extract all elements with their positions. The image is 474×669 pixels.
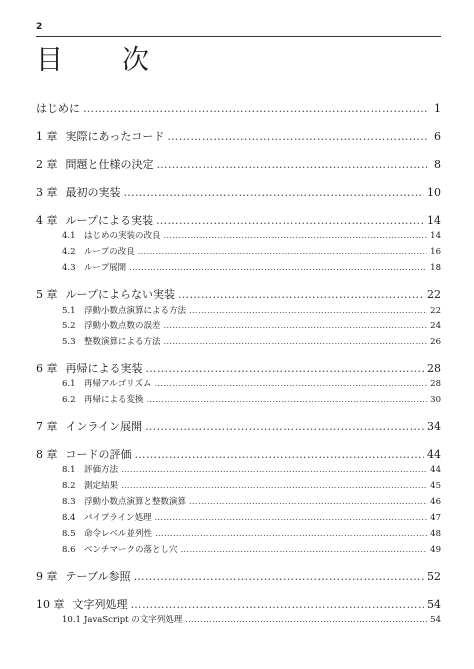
dot-leader	[138, 247, 428, 257]
toc-section-entry[interactable]	[36, 261, 441, 274]
entry-title: 浮動小数点演算による方法	[84, 306, 187, 316]
entry-number: 10.1	[62, 615, 81, 625]
entry-page-number: 18	[430, 263, 441, 273]
entry-title: 整数演算による方法	[84, 337, 161, 347]
dot-leader	[121, 465, 427, 475]
entry-page-number: 28	[427, 362, 441, 375]
entry-page-number: 10	[427, 186, 441, 199]
toc-chapter-entry[interactable]	[36, 184, 441, 200]
toc-section-entry[interactable]	[36, 511, 441, 524]
entry-page-number: 34	[427, 420, 441, 433]
toc-chapter-entry[interactable]	[36, 286, 441, 302]
toc-section-entry[interactable]	[36, 479, 441, 492]
toc-section-entry[interactable]	[36, 245, 441, 258]
entry-title: 評価方法	[84, 465, 119, 475]
entry-number: 5 章	[36, 288, 58, 301]
entry-page-number: 16	[430, 247, 441, 257]
entry-number: 1 章	[36, 130, 58, 143]
toc-section-entry[interactable]	[36, 393, 441, 406]
dot-leader	[124, 186, 425, 199]
dot-leader	[155, 513, 428, 523]
entry-title: インライン展開	[65, 420, 143, 433]
toc-chapter-entry[interactable]	[36, 360, 441, 376]
entry-page-number: 30	[430, 395, 441, 405]
entry-title: 測定結果	[84, 481, 119, 491]
entry-title: ループ展開	[84, 263, 127, 273]
dot-leader	[189, 497, 427, 507]
entry-title: 問題と仕様の決定	[65, 158, 154, 171]
entry-number: 6.2	[62, 395, 76, 405]
entry-number: 7 章	[36, 420, 58, 433]
entry-title: 文字列処理	[72, 598, 128, 611]
entry-page-number: 44	[427, 448, 441, 461]
dot-leader	[185, 615, 427, 625]
entry-title: テーブル参照	[65, 570, 131, 583]
entry-page-number: 54	[427, 598, 441, 611]
entry-number: 10 章	[36, 598, 65, 611]
entry-number: 5.1	[62, 306, 76, 316]
toc-section-entry[interactable]	[36, 543, 441, 556]
entry-number: 3 章	[36, 186, 58, 199]
toc-chapter-entry[interactable]	[36, 446, 441, 462]
dot-leader	[135, 448, 425, 461]
toc-title: 目 次	[36, 45, 165, 76]
entry-title: コードの評価	[65, 448, 132, 461]
entry-number: 8.4	[62, 513, 76, 523]
dot-leader	[147, 395, 428, 405]
entry-title: 命令レベル並列性	[84, 529, 153, 539]
toc-section-entry[interactable]	[36, 527, 441, 540]
entry-title: パイプライン処理	[84, 513, 152, 523]
toc-section-entry[interactable]	[36, 319, 441, 332]
entry-number: 4.1	[62, 231, 76, 241]
entry-title: 再帰による実装	[65, 362, 143, 375]
entry-page-number: 48	[430, 529, 441, 539]
toc-chapter-entry[interactable]	[36, 568, 441, 584]
dot-leader	[164, 231, 428, 241]
toc-chapter-entry[interactable]	[36, 596, 441, 612]
entry-page-number: 45	[430, 481, 441, 491]
toc-section-entry[interactable]	[36, 495, 441, 508]
toc-section-entry[interactable]	[36, 335, 441, 348]
dot-leader	[134, 570, 424, 583]
entry-title: はじめの実装の改良	[84, 231, 161, 241]
entry-number: 9 章	[36, 570, 58, 583]
entry-number: 6 章	[36, 362, 58, 375]
dot-leader	[178, 288, 424, 301]
entry-title: 再帰による変換	[84, 395, 144, 405]
toc-chapter-entry[interactable]	[36, 156, 441, 172]
dot-leader	[167, 130, 428, 143]
entry-title: ループによる実装	[65, 214, 153, 227]
entry-title: 浮動小数点数の誤差	[84, 321, 161, 331]
dot-leader	[121, 481, 427, 491]
dot-leader	[157, 158, 429, 171]
entry-page-number: 24	[430, 321, 441, 331]
entry-title: 浮動小数点演算と整数演算	[84, 497, 187, 507]
entry-page-number: 49	[430, 545, 441, 555]
entry-page-number: 22	[430, 306, 441, 316]
entry-page-number: 46	[430, 497, 441, 507]
toc-chapter-entry[interactable]	[36, 100, 441, 116]
dot-leader	[155, 529, 427, 539]
entry-page-number: 54	[430, 615, 441, 625]
entry-title: 再帰アルゴリズム	[84, 379, 152, 389]
entry-page-number: 22	[427, 288, 441, 301]
dot-leader	[131, 598, 425, 611]
entry-number: 5.2	[62, 321, 76, 331]
entry-page-number: 44	[430, 465, 441, 475]
entry-number: 8 章	[36, 448, 58, 461]
header-rule	[36, 36, 441, 37]
entry-number: 6.1	[62, 379, 76, 389]
entry-number: 4.2	[62, 247, 76, 257]
dot-leader	[83, 102, 428, 115]
entry-title: ループの改良	[84, 247, 135, 257]
dot-leader	[181, 545, 428, 555]
page-number: 2	[36, 22, 43, 32]
entry-number: 8.2	[62, 481, 76, 491]
dot-leader	[156, 214, 424, 227]
entry-title: ベンチマークの落とし穴	[84, 545, 178, 555]
entry-title: 最初の実装	[65, 186, 121, 199]
entry-number: 8.6	[62, 545, 76, 555]
entry-number: 4 章	[36, 214, 58, 227]
dot-leader	[129, 263, 427, 273]
entry-page-number: 1	[434, 102, 441, 115]
entry-number: 8.1	[62, 465, 76, 475]
entry-title: 実際にあったコード	[65, 130, 165, 143]
entry-number: 8.3	[62, 497, 76, 507]
entry-page-number: 28	[430, 379, 441, 389]
entry-title: ループによらない実装	[65, 288, 175, 301]
dot-leader	[164, 321, 428, 331]
dot-leader	[155, 379, 428, 389]
toc-section-entry[interactable]	[36, 229, 441, 242]
toc-section-entry[interactable]	[36, 304, 441, 317]
dot-leader	[146, 362, 425, 375]
entry-page-number: 8	[434, 158, 441, 171]
entry-number: 8.5	[62, 529, 76, 539]
dot-leader	[189, 306, 427, 316]
entry-page-number: 14	[430, 231, 441, 241]
entry-number: 5.3	[62, 337, 76, 347]
entry-page-number: 6	[434, 130, 441, 143]
entry-number: 4.3	[62, 263, 76, 273]
toc-chapter-entry[interactable]	[36, 418, 441, 434]
entry-title: はじめに	[36, 102, 80, 115]
entry-title: JavaScript の文字列処理	[84, 615, 183, 625]
toc-section-entry[interactable]	[36, 613, 441, 626]
entry-page-number: 26	[430, 337, 441, 347]
entry-page-number: 52	[427, 570, 441, 583]
toc-section-entry[interactable]	[36, 463, 441, 476]
dot-leader	[145, 420, 424, 433]
toc-chapter-entry[interactable]	[36, 128, 441, 144]
entry-page-number: 14	[427, 214, 441, 227]
toc-chapter-entry[interactable]	[36, 212, 441, 228]
entry-number: 2 章	[36, 158, 58, 171]
dot-leader	[164, 337, 428, 347]
toc-section-entry[interactable]	[36, 377, 441, 390]
entry-page-number: 47	[430, 513, 441, 523]
